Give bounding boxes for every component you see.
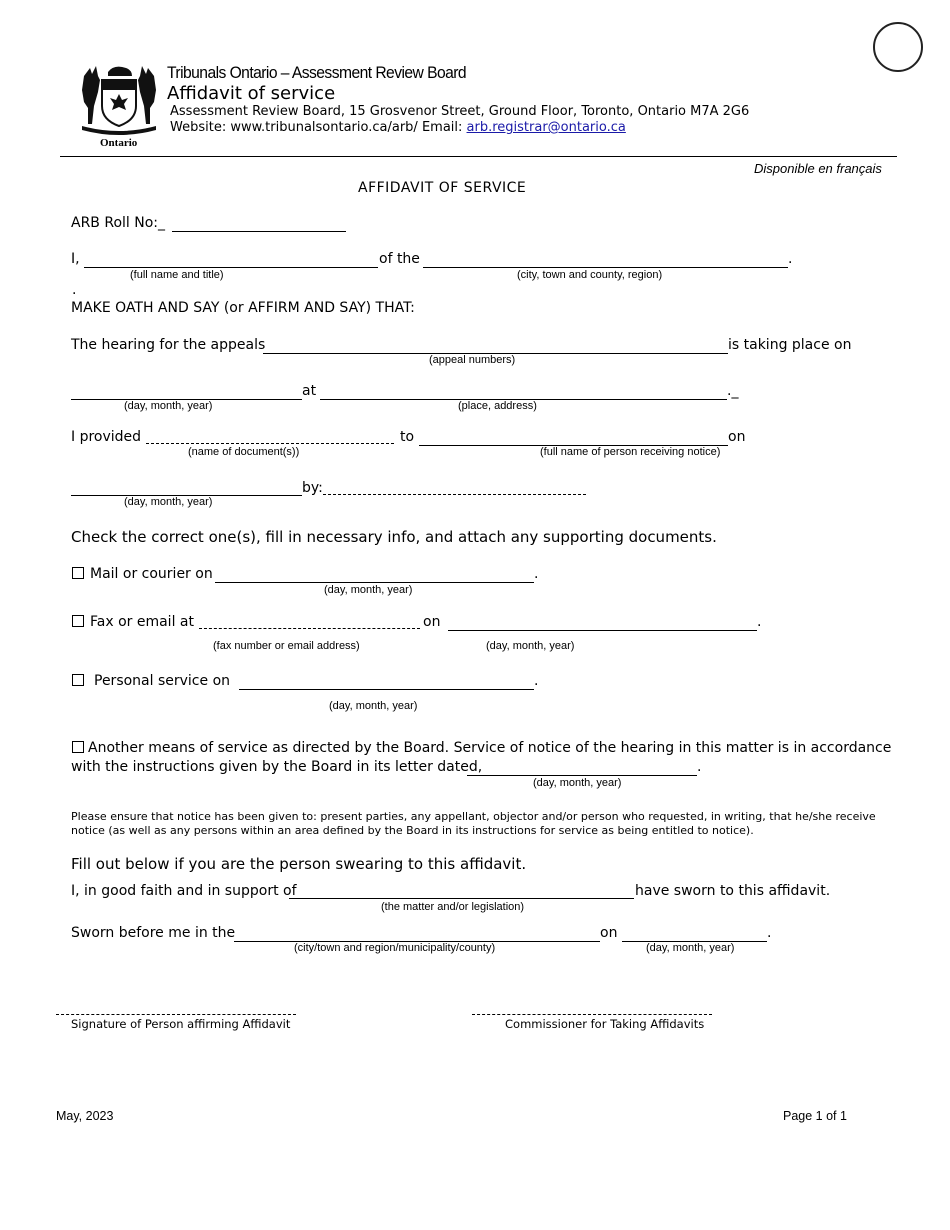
check-instructions: Check the correct one(s), fill in necessary info, and attach any supporting documents. [71, 528, 717, 546]
commissioner-signature-label: Commissioner for Taking Affidavits [505, 1017, 705, 1031]
provided-label: I provided [71, 429, 142, 445]
letter-date-field[interactable] [467, 775, 697, 776]
provided-date-caption: (day, month, year) [124, 496, 213, 508]
another-label-2: with the instructions given by the Board in its letter dated, [71, 759, 483, 775]
mail-label: Mail or courier on [90, 566, 213, 582]
ontario-logo [78, 62, 160, 152]
sworn-period: . [767, 925, 772, 941]
fax-option[interactable] [72, 614, 194, 630]
email-link[interactable]: arb.registrar@ontario.ca [466, 120, 626, 135]
on-label: on [728, 429, 746, 445]
website-text: Website: www.tribunalsontario.ca/arb/ Email: [170, 120, 467, 135]
another-option[interactable] [72, 740, 891, 756]
form-title: Affidavit of service [167, 83, 336, 104]
roll-label: ARB Roll No:_ [71, 215, 166, 231]
sworn-to-label: have sworn to this affidavit. [635, 883, 831, 899]
matter-field[interactable] [289, 898, 634, 899]
fax-caption: (fax number or email address) [213, 640, 360, 652]
another-period: . [697, 759, 702, 775]
personal-label: Personal service on [94, 673, 231, 689]
hearing-label: The hearing for the appeals [71, 337, 266, 353]
city-caption: (city, town and county, region) [517, 269, 663, 281]
mail-option[interactable] [72, 566, 213, 582]
footer-date: May, 2023 [56, 1109, 114, 1123]
personal-period: . [534, 673, 539, 689]
full-name-caption: (full name and title) [130, 269, 224, 281]
good-faith-label: I, in good faith and in support of [71, 883, 297, 899]
sworn-on-label: on [600, 925, 618, 941]
org-name: Tribunals Ontario – Assessment Review Board [167, 63, 467, 82]
sworn-before-label: Sworn before me in the [71, 925, 236, 941]
mail-period: . [534, 566, 539, 582]
to-label: to [400, 429, 415, 445]
person-signature-label: Signature of Person affirming Affidavit [71, 1017, 291, 1031]
another-checkbox[interactable] [72, 741, 84, 753]
personal-checkbox[interactable] [72, 674, 84, 686]
commissioner-signature-field[interactable] [472, 1014, 712, 1015]
fax-date-field[interactable] [448, 630, 757, 631]
corner-circle [873, 22, 923, 72]
mail-checkbox[interactable] [72, 567, 84, 579]
mail-date-caption: (day, month, year) [324, 584, 413, 596]
recipient-caption: (full name of person receiving notice) [540, 446, 721, 458]
period: . [788, 251, 793, 267]
personal-option[interactable] [72, 673, 230, 689]
provided-by-field[interactable] [323, 494, 586, 495]
of-the-label: of the [379, 251, 420, 267]
roll-number-field[interactable] [172, 231, 346, 232]
fax-label: Fax or email at [90, 614, 194, 630]
person-signature-field[interactable] [56, 1014, 296, 1015]
hearing-date-caption: (day, month, year) [124, 400, 213, 412]
fax-date-caption: (day, month, year) [486, 640, 575, 652]
place-end: ._ [727, 383, 739, 399]
hearing-suffix: is taking place on [728, 337, 852, 353]
matter-caption: (the matter and/or legislation) [381, 901, 525, 913]
sworn-location-caption: (city/town and region/municipality/county) [294, 942, 496, 954]
form-heading: AFFIDAVIT OF SERVICE [358, 180, 527, 196]
logo-text: Ontario [100, 137, 138, 149]
personal-date-caption: (day, month, year) [329, 700, 418, 712]
i-label: I, [71, 251, 80, 267]
letter-date-caption: (day, month, year) [533, 777, 622, 789]
at-label: at [302, 383, 317, 399]
document-caption: (name of document(s)) [188, 446, 300, 458]
french-note[interactable]: Disponible en français [754, 161, 882, 176]
document-field[interactable] [146, 443, 394, 444]
mail-date-field[interactable] [215, 582, 534, 583]
notice-text-2: notice (as well as any persons within an area defined by the Board in its instructions for service as being entitled to notice). [71, 824, 754, 837]
place-caption: (place, address) [458, 400, 537, 412]
stray-dot: . [72, 282, 77, 298]
notice-text-1: Please ensure that notice has been given to: present parties, any appellant, objector and/or person who requested, in writing, that he/she receive [71, 810, 876, 823]
fax-email-field[interactable] [199, 628, 420, 629]
coat-of-arms-icon [78, 62, 160, 138]
fax-checkbox[interactable] [72, 615, 84, 627]
by-label: by: [302, 480, 323, 496]
personal-date-field[interactable] [239, 689, 534, 690]
oath-statement: MAKE OATH AND SAY (or AFFIRM AND SAY) THAT: [71, 300, 415, 316]
contact-line [170, 120, 626, 135]
another-label-1: Another means of service as directed by the Board. Service of notice of the hearing in this matter is in accordance [88, 740, 892, 756]
city-region-field[interactable] [423, 267, 788, 268]
fill-below-heading: Fill out below if you are the person swearing to this affidavit. [71, 855, 527, 873]
footer-page: Page 1 of 1 [783, 1109, 847, 1123]
fax-on-label: on [423, 614, 441, 630]
sworn-date-caption: (day, month, year) [646, 942, 735, 954]
full-name-field[interactable] [84, 267, 378, 268]
fax-period: . [757, 614, 762, 630]
board-address: Assessment Review Board, 15 Grosvenor Street, Ground Floor, Toronto, Ontario M7A 2G6 [170, 104, 750, 119]
header-divider [60, 156, 897, 157]
appeal-numbers-caption: (appeal numbers) [429, 354, 516, 366]
